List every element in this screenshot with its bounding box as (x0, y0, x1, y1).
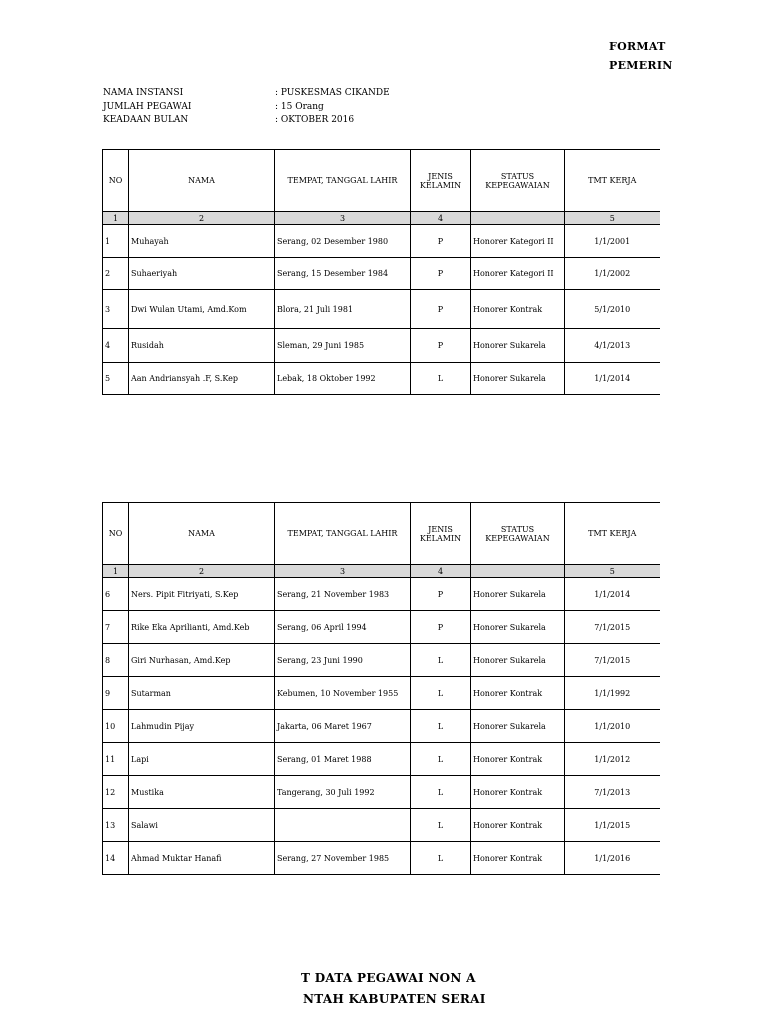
meta-value: : PUSKESMAS CIKANDE (275, 88, 390, 98)
cell-ttl: Tangerang, 30 Juli 1992 (275, 776, 411, 809)
column-number-row (103, 565, 660, 578)
column-header-ttl: TEMPAT, TANGGAL LAHIR (275, 150, 411, 212)
cell-jk: L (411, 776, 471, 809)
cell-ttl: Serang, 21 November 1983 (275, 578, 411, 611)
cell-status: Honorer Sukarela (471, 578, 565, 611)
cell-nama: Suhaeriyah (129, 258, 275, 290)
cell-tmt: 7/1/2015 (565, 644, 660, 677)
column-header-nama: NAMA (129, 503, 275, 565)
column-number: 2 (129, 565, 275, 578)
cell-nama: Giri Nurhasan, Amd.Kep (129, 644, 275, 677)
column-number-row (103, 212, 660, 225)
cell-tmt: 7/1/2015 (565, 611, 660, 644)
table-row (103, 329, 660, 363)
cell-jk: P (411, 290, 471, 329)
header-row (103, 503, 660, 565)
cell-tmt: 1/1/2014 (565, 578, 660, 611)
footer-title-line2: NTAH KABUPATEN SERAI (303, 992, 486, 1006)
cell-no: 14 (103, 842, 129, 875)
cell-no: 12 (103, 776, 129, 809)
column-header-jk: JENIS KELAMIN (411, 503, 471, 565)
column-number: 4 (411, 212, 471, 225)
cell-status: Honorer Kontrak (471, 776, 565, 809)
document-title-line2: PEMERIN (609, 59, 673, 72)
cell-status: Honorer Kontrak (471, 842, 565, 875)
cell-ttl: Serang, 27 November 1985 (275, 842, 411, 875)
column-number: 3 (275, 565, 411, 578)
cell-status: Honorer Kontrak (471, 809, 565, 842)
cell-tmt: 1/1/2016 (565, 842, 660, 875)
cell-status: Honorer Sukarela (471, 363, 565, 395)
cell-jk: P (411, 329, 471, 363)
table-row (103, 842, 660, 875)
cell-nama: Ners. Pipit Fitriyati, S.Kep (129, 578, 275, 611)
table-body (103, 225, 660, 395)
column-number (471, 565, 565, 578)
cell-status: Honorer Kontrak (471, 677, 565, 710)
cell-status: Honorer Kategori II (471, 258, 565, 290)
cell-tmt: 1/1/2001 (565, 225, 660, 258)
cell-nama: Dwi Wulan Utami, Amd.Kom (129, 290, 275, 329)
column-header-status: STATUS KEPEGAWAIAN (471, 503, 565, 565)
cell-tmt: 1/1/2010 (565, 710, 660, 743)
cell-no: 9 (103, 677, 129, 710)
cell-tmt: 7/1/2013 (565, 776, 660, 809)
column-number (471, 212, 565, 225)
table-row (103, 258, 660, 290)
cell-nama: Lapi (129, 743, 275, 776)
cell-tmt: 5/1/2010 (565, 290, 660, 329)
column-header-nama: NAMA (129, 150, 275, 212)
cell-nama: Salawi (129, 809, 275, 842)
cell-tmt: 1/1/2002 (565, 258, 660, 290)
table-row (103, 611, 660, 644)
cell-status: Honorer Kontrak (471, 743, 565, 776)
cell-ttl: Serang, 23 Juni 1990 (275, 644, 411, 677)
cell-no: 3 (103, 290, 129, 329)
employee-table-1 (102, 149, 660, 395)
cell-status: Honorer Kontrak (471, 290, 565, 329)
meta-label: NAMA INSTANSI (103, 88, 184, 98)
column-number: 4 (411, 565, 471, 578)
cell-tmt: 1/1/2012 (565, 743, 660, 776)
column-header-tmt: TMT KERJA (565, 150, 660, 212)
cell-no: 8 (103, 644, 129, 677)
column-header-jk: JENIS KELAMIN (411, 150, 471, 212)
table-row (103, 809, 660, 842)
column-number: 1 (103, 565, 129, 578)
cell-tmt: 1/1/2015 (565, 809, 660, 842)
column-header-tmt: TMT KERJA (565, 503, 660, 565)
footer-title-line1: T DATA PEGAWAI NON A (301, 971, 476, 985)
header-row (103, 150, 660, 212)
column-number: 5 (565, 565, 660, 578)
column-header-status: STATUS KEPEGAWAIAN (471, 150, 565, 212)
cell-no: 7 (103, 611, 129, 644)
table-row (103, 644, 660, 677)
meta-label: KEADAAN BULAN (103, 115, 189, 125)
meta-value: : 15 Orang (275, 101, 324, 112)
cell-ttl: Sleman, 29 Juni 1985 (275, 329, 411, 363)
instansi-info (103, 87, 390, 128)
table-row (103, 776, 660, 809)
cell-ttl: Lebak, 18 Oktober 1992 (275, 363, 411, 395)
cell-no: 11 (103, 743, 129, 776)
meta-row (103, 114, 390, 128)
cell-no: 6 (103, 578, 129, 611)
cell-jk: L (411, 644, 471, 677)
cell-no: 1 (103, 225, 129, 258)
cell-ttl: Serang, 01 Maret 1988 (275, 743, 411, 776)
table-row (103, 225, 660, 258)
cell-nama: Sutarman (129, 677, 275, 710)
document-title-line1: FORMAT (609, 40, 666, 53)
cell-no: 13 (103, 809, 129, 842)
column-number: 2 (129, 212, 275, 225)
cell-nama: Rike Eka Aprilianti, Amd.Keb (129, 611, 275, 644)
table-row (103, 363, 660, 395)
meta-label: JUMLAH PEGAWAI (103, 101, 192, 112)
cell-jk: L (411, 363, 471, 395)
column-header-no: NO (103, 503, 129, 565)
cell-nama: Muhayah (129, 225, 275, 258)
cell-nama: Aan Andriansyah .F, S.Kep (129, 363, 275, 395)
cell-tmt: 1/1/2014 (565, 363, 660, 395)
cell-ttl: Blora, 21 Juli 1981 (275, 290, 411, 329)
cell-status: Honorer Kategori II (471, 225, 565, 258)
cell-tmt: 1/1/1992 (565, 677, 660, 710)
table-body (103, 578, 660, 875)
cell-jk: L (411, 710, 471, 743)
cell-status: Honorer Sukarela (471, 329, 565, 363)
cell-jk: P (411, 611, 471, 644)
cell-ttl: Serang, 06 April 1994 (275, 611, 411, 644)
cell-ttl (275, 809, 411, 842)
table-row (103, 743, 660, 776)
cell-nama: Rusidah (129, 329, 275, 363)
cell-nama: Mustika (129, 776, 275, 809)
column-header-no: NO (103, 150, 129, 212)
table-row (103, 290, 660, 329)
cell-no: 5 (103, 363, 129, 395)
cell-jk: P (411, 225, 471, 258)
cell-status: Honorer Sukarela (471, 710, 565, 743)
cell-status: Honorer Sukarela (471, 644, 565, 677)
cell-jk: L (411, 842, 471, 875)
table-row (103, 710, 660, 743)
column-number: 1 (103, 212, 129, 225)
column-number: 5 (565, 212, 660, 225)
cell-jk: P (411, 258, 471, 290)
cell-no: 2 (103, 258, 129, 290)
cell-nama: Lahmudin Pijay (129, 710, 275, 743)
cell-jk: L (411, 677, 471, 710)
cell-ttl: Serang, 15 Desember 1984 (275, 258, 411, 290)
meta-row (103, 87, 390, 101)
cell-no: 4 (103, 329, 129, 363)
employee-table-2 (102, 502, 660, 875)
cell-status: Honorer Sukarela (471, 611, 565, 644)
cell-jk: L (411, 743, 471, 776)
cell-jk: L (411, 809, 471, 842)
column-number: 3 (275, 212, 411, 225)
meta-row (103, 101, 390, 115)
table-row (103, 578, 660, 611)
meta-value: : OKTOBER 2016 (275, 115, 355, 125)
cell-jk: P (411, 578, 471, 611)
cell-ttl: Serang, 02 Desember 1980 (275, 225, 411, 258)
cell-ttl: Jakarta, 06 Maret 1967 (275, 710, 411, 743)
table-row (103, 677, 660, 710)
cell-nama: Ahmad Muktar Hanafi (129, 842, 275, 875)
column-header-ttl: TEMPAT, TANGGAL LAHIR (275, 503, 411, 565)
cell-no: 10 (103, 710, 129, 743)
cell-tmt: 4/1/2013 (565, 329, 660, 363)
cell-ttl: Kebumen, 10 November 1955 (275, 677, 411, 710)
